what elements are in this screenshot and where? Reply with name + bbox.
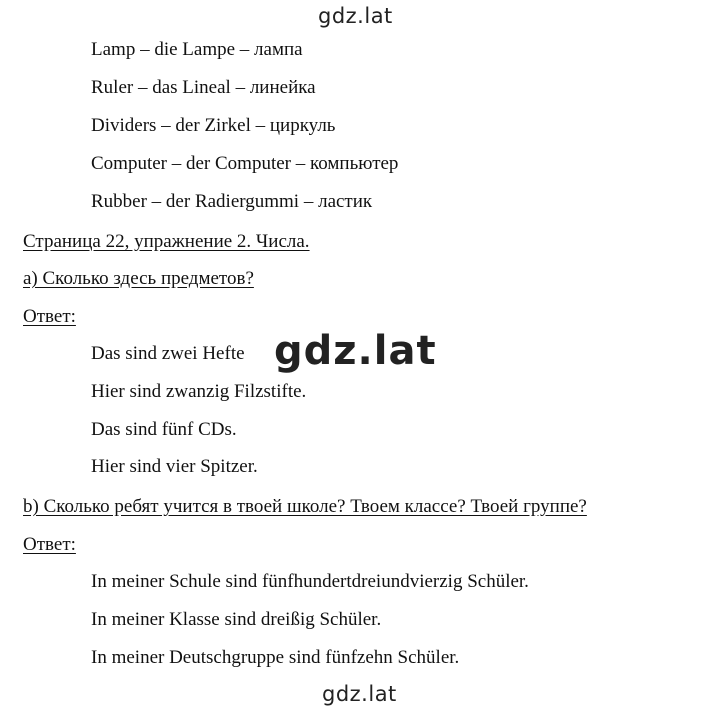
- answer-b-line: In meiner Schule sind fünfhundertdreiundvierzig Schüler.: [91, 571, 529, 592]
- exercise-title: Страница 22, упражнение 2. Числа.: [23, 231, 310, 252]
- answer-a-line: Hier sind zwanzig Filzstifte.: [91, 381, 307, 402]
- answer-a-line: Das sind zwei Hefte: [91, 343, 245, 364]
- answer-a-line: Hier sind vier Spitzer.: [91, 456, 258, 477]
- vocabulary-item: Dividers – der Zirkel – циркуль: [91, 115, 336, 136]
- answer-label-b: Ответ:: [23, 534, 76, 555]
- vocabulary-item: Lamp – die Lampe – лампа: [91, 39, 303, 60]
- question-a: a) Сколько здесь предметов?: [23, 268, 254, 289]
- vocabulary-item: Computer – der Computer – компьютер: [91, 153, 399, 174]
- answer-a-line: Das sind fünf CDs.: [91, 419, 237, 440]
- watermark-bottom: gdz.lat: [322, 682, 397, 706]
- answer-b-line: In meiner Klasse sind dreißig Schüler.: [91, 609, 382, 630]
- vocabulary-item: Rubber – der Radiergummi – ластик: [91, 191, 373, 212]
- answer-b-line: In meiner Deutschgruppe sind fünfzehn Schüler.: [91, 647, 460, 668]
- answer-label-a: Ответ:: [23, 306, 76, 327]
- watermark-top: gdz.lat: [318, 4, 393, 28]
- watermark-middle: gdz.lat: [274, 328, 437, 374]
- question-b: b) Сколько ребят учится в твоей школе? Твоем классе? Твоей группе?: [23, 496, 587, 517]
- vocabulary-item: Ruler – das Lineal – линейка: [91, 77, 316, 98]
